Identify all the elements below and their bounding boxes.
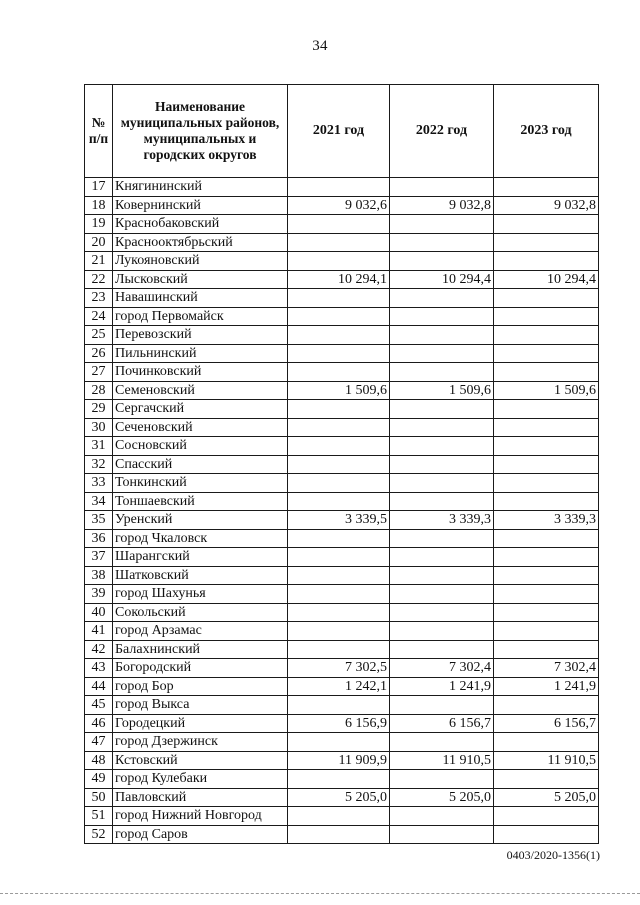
value-2023 bbox=[494, 696, 599, 715]
table-row bbox=[85, 455, 599, 474]
table-row bbox=[85, 585, 599, 604]
value-2022: 7 302,4 bbox=[390, 659, 494, 678]
value-2023: 6 156,7 bbox=[494, 714, 599, 733]
table-row bbox=[85, 622, 599, 641]
row-num: 27 bbox=[85, 363, 113, 382]
value-2021: 1 242,1 bbox=[288, 677, 390, 696]
value-2023 bbox=[494, 418, 599, 437]
value-2022: 5 205,0 bbox=[390, 788, 494, 807]
value-2023 bbox=[494, 252, 599, 271]
table-row bbox=[85, 289, 599, 308]
row-num: 45 bbox=[85, 696, 113, 715]
value-2022 bbox=[390, 307, 494, 326]
row-num: 25 bbox=[85, 326, 113, 345]
table-row bbox=[85, 529, 599, 548]
row-num: 17 bbox=[85, 178, 113, 197]
value-2023: 3 339,3 bbox=[494, 511, 599, 530]
value-2021 bbox=[288, 252, 390, 271]
value-2022: 10 294,4 bbox=[390, 270, 494, 289]
value-2022 bbox=[390, 326, 494, 345]
value-2023 bbox=[494, 400, 599, 419]
value-2022 bbox=[390, 770, 494, 789]
municipality-name: город Шахунья bbox=[113, 585, 288, 604]
value-2022 bbox=[390, 640, 494, 659]
row-num: 19 bbox=[85, 215, 113, 234]
document-code: 0403/2020-1356(1) bbox=[506, 848, 600, 862]
row-num: 38 bbox=[85, 566, 113, 585]
municipality-name: Краснобаковский bbox=[113, 215, 288, 234]
header-2022: 2022 год bbox=[390, 85, 494, 178]
municipality-name: Тоншаевский bbox=[113, 492, 288, 511]
municipality-name: Спасский bbox=[113, 455, 288, 474]
municipality-name: Сеченовский bbox=[113, 418, 288, 437]
value-2023 bbox=[494, 603, 599, 622]
table-row bbox=[85, 418, 599, 437]
value-2021: 9 032,6 bbox=[288, 196, 390, 215]
municipality-name: Кстовский bbox=[113, 751, 288, 770]
row-num: 36 bbox=[85, 529, 113, 548]
value-2023: 11 910,5 bbox=[494, 751, 599, 770]
value-2021 bbox=[288, 474, 390, 493]
row-num: 33 bbox=[85, 474, 113, 493]
table-row bbox=[85, 548, 599, 567]
value-2022: 1 241,9 bbox=[390, 677, 494, 696]
value-2021: 1 509,6 bbox=[288, 381, 390, 400]
value-2023 bbox=[494, 233, 599, 252]
table-row bbox=[85, 807, 599, 826]
header-name: Наименование муниципальных районов, муниципальных и городских округов bbox=[113, 85, 288, 178]
municipality-name: город Чкаловск bbox=[113, 529, 288, 548]
value-2021 bbox=[288, 363, 390, 382]
value-2023 bbox=[494, 363, 599, 382]
municipality-name: Семеновский bbox=[113, 381, 288, 400]
value-2021: 10 294,1 bbox=[288, 270, 390, 289]
value-2021 bbox=[288, 733, 390, 752]
value-2021 bbox=[288, 492, 390, 511]
row-num: 35 bbox=[85, 511, 113, 530]
row-num: 37 bbox=[85, 548, 113, 567]
value-2023 bbox=[494, 585, 599, 604]
municipality-name: город Кулебаки bbox=[113, 770, 288, 789]
value-2022 bbox=[390, 492, 494, 511]
row-num: 29 bbox=[85, 400, 113, 419]
municipality-name: город Бор bbox=[113, 677, 288, 696]
municipality-name: Сокольский bbox=[113, 603, 288, 622]
value-2023 bbox=[494, 326, 599, 345]
value-2021: 7 302,5 bbox=[288, 659, 390, 678]
municipality-name: Павловский bbox=[113, 788, 288, 807]
table-row bbox=[85, 640, 599, 659]
value-2022 bbox=[390, 455, 494, 474]
table-row bbox=[85, 770, 599, 789]
row-num: 23 bbox=[85, 289, 113, 308]
table-row bbox=[85, 714, 599, 733]
row-num: 39 bbox=[85, 585, 113, 604]
municipality-name: Балахнинский bbox=[113, 640, 288, 659]
value-2023 bbox=[494, 289, 599, 308]
value-2021: 11 909,9 bbox=[288, 751, 390, 770]
value-2022 bbox=[390, 400, 494, 419]
row-num: 42 bbox=[85, 640, 113, 659]
row-num: 41 bbox=[85, 622, 113, 641]
value-2021 bbox=[288, 548, 390, 567]
value-2022 bbox=[390, 529, 494, 548]
municipality-name: город Саров bbox=[113, 825, 288, 844]
value-2022 bbox=[390, 585, 494, 604]
row-num: 43 bbox=[85, 659, 113, 678]
value-2022 bbox=[390, 289, 494, 308]
value-2023 bbox=[494, 178, 599, 197]
value-2023 bbox=[494, 548, 599, 567]
value-2023 bbox=[494, 437, 599, 456]
value-2021 bbox=[288, 585, 390, 604]
value-2023 bbox=[494, 640, 599, 659]
value-2021 bbox=[288, 215, 390, 234]
value-2023 bbox=[494, 566, 599, 585]
value-2022 bbox=[390, 363, 494, 382]
value-2021 bbox=[288, 307, 390, 326]
municipality-name: Богородский bbox=[113, 659, 288, 678]
municipality-name: Навашинский bbox=[113, 289, 288, 308]
municipality-name: город Нижний Новгород bbox=[113, 807, 288, 826]
row-num: 51 bbox=[85, 807, 113, 826]
value-2021 bbox=[288, 696, 390, 715]
value-2021 bbox=[288, 622, 390, 641]
row-num: 21 bbox=[85, 252, 113, 271]
municipality-name: Лысковский bbox=[113, 270, 288, 289]
municipality-name: город Арзамас bbox=[113, 622, 288, 641]
row-num: 44 bbox=[85, 677, 113, 696]
table-row bbox=[85, 270, 599, 289]
row-num: 34 bbox=[85, 492, 113, 511]
value-2023: 9 032,8 bbox=[494, 196, 599, 215]
value-2023 bbox=[494, 825, 599, 844]
header-2021: 2021 год bbox=[288, 85, 390, 178]
municipality-name: город Дзержинск bbox=[113, 733, 288, 752]
table-row bbox=[85, 603, 599, 622]
value-2022 bbox=[390, 474, 494, 493]
municipality-name: Сосновский bbox=[113, 437, 288, 456]
value-2021 bbox=[288, 825, 390, 844]
municipality-name: город Первомайск bbox=[113, 307, 288, 326]
table-header-row bbox=[85, 85, 599, 178]
value-2022 bbox=[390, 418, 494, 437]
value-2023 bbox=[494, 215, 599, 234]
value-2023 bbox=[494, 344, 599, 363]
row-num: 22 bbox=[85, 270, 113, 289]
value-2022: 3 339,3 bbox=[390, 511, 494, 530]
row-num: 30 bbox=[85, 418, 113, 437]
municipality-name: Ковернинский bbox=[113, 196, 288, 215]
value-2021 bbox=[288, 178, 390, 197]
page-number: 34 bbox=[312, 38, 328, 54]
municipality-name: Перевозский bbox=[113, 326, 288, 345]
table-row bbox=[85, 825, 599, 844]
row-num: 40 bbox=[85, 603, 113, 622]
value-2021 bbox=[288, 640, 390, 659]
value-2021 bbox=[288, 807, 390, 826]
value-2022: 9 032,8 bbox=[390, 196, 494, 215]
row-num: 48 bbox=[85, 751, 113, 770]
table-row bbox=[85, 381, 599, 400]
table-row bbox=[85, 400, 599, 419]
value-2021: 5 205,0 bbox=[288, 788, 390, 807]
row-num: 49 bbox=[85, 770, 113, 789]
value-2023: 5 205,0 bbox=[494, 788, 599, 807]
value-2022 bbox=[390, 733, 494, 752]
table-row bbox=[85, 307, 599, 326]
value-2021 bbox=[288, 437, 390, 456]
value-2023 bbox=[494, 622, 599, 641]
municipality-name: Краснооктябрьский bbox=[113, 233, 288, 252]
value-2022 bbox=[390, 437, 494, 456]
municipality-name: Шарангский bbox=[113, 548, 288, 567]
value-2023: 7 302,4 bbox=[494, 659, 599, 678]
row-num: 46 bbox=[85, 714, 113, 733]
value-2022: 11 910,5 bbox=[390, 751, 494, 770]
row-num: 18 bbox=[85, 196, 113, 215]
table-row bbox=[85, 511, 599, 530]
municipality-name: Шатковский bbox=[113, 566, 288, 585]
row-num: 24 bbox=[85, 307, 113, 326]
value-2021 bbox=[288, 529, 390, 548]
table-row bbox=[85, 751, 599, 770]
table-row bbox=[85, 696, 599, 715]
table-row bbox=[85, 252, 599, 271]
value-2022: 6 156,7 bbox=[390, 714, 494, 733]
table-row bbox=[85, 788, 599, 807]
value-2022 bbox=[390, 548, 494, 567]
municipality-name: Княгининский bbox=[113, 178, 288, 197]
value-2022 bbox=[390, 233, 494, 252]
table-row bbox=[85, 233, 599, 252]
row-num: 32 bbox=[85, 455, 113, 474]
value-2023 bbox=[494, 307, 599, 326]
header-2023: 2023 год bbox=[494, 85, 599, 178]
value-2021 bbox=[288, 344, 390, 363]
row-num: 50 bbox=[85, 788, 113, 807]
municipality-name: Городецкий bbox=[113, 714, 288, 733]
value-2022: 1 509,6 bbox=[390, 381, 494, 400]
table-row bbox=[85, 178, 599, 197]
value-2023 bbox=[494, 807, 599, 826]
table-row bbox=[85, 659, 599, 678]
value-2022 bbox=[390, 807, 494, 826]
table-row bbox=[85, 326, 599, 345]
value-2022 bbox=[390, 215, 494, 234]
value-2022 bbox=[390, 344, 494, 363]
municipality-name: Уренский bbox=[113, 511, 288, 530]
value-2023 bbox=[494, 770, 599, 789]
value-2022 bbox=[390, 825, 494, 844]
bottom-scan-line bbox=[0, 893, 640, 894]
table-body bbox=[85, 178, 599, 844]
value-2023 bbox=[494, 492, 599, 511]
table-row bbox=[85, 196, 599, 215]
table-row bbox=[85, 733, 599, 752]
table-row bbox=[85, 344, 599, 363]
value-2022 bbox=[390, 566, 494, 585]
value-2022 bbox=[390, 622, 494, 641]
value-2021 bbox=[288, 770, 390, 789]
value-2021 bbox=[288, 289, 390, 308]
header-num: № п/п bbox=[85, 85, 113, 178]
table-row bbox=[85, 215, 599, 234]
row-num: 52 bbox=[85, 825, 113, 844]
value-2023 bbox=[494, 455, 599, 474]
table-row bbox=[85, 363, 599, 382]
table-row bbox=[85, 492, 599, 511]
municipality-name: город Выкса bbox=[113, 696, 288, 715]
row-num: 31 bbox=[85, 437, 113, 456]
value-2023 bbox=[494, 733, 599, 752]
row-num: 47 bbox=[85, 733, 113, 752]
row-num: 26 bbox=[85, 344, 113, 363]
municipality-name: Сергачский bbox=[113, 400, 288, 419]
municipality-name: Лукояновский bbox=[113, 252, 288, 271]
municipality-name: Пильнинский bbox=[113, 344, 288, 363]
value-2023 bbox=[494, 529, 599, 548]
value-2021: 6 156,9 bbox=[288, 714, 390, 733]
value-2021 bbox=[288, 566, 390, 585]
table-row bbox=[85, 677, 599, 696]
value-2023: 10 294,4 bbox=[494, 270, 599, 289]
municipality-name: Тонкинский bbox=[113, 474, 288, 493]
value-2021 bbox=[288, 326, 390, 345]
value-2022 bbox=[390, 252, 494, 271]
table-row bbox=[85, 474, 599, 493]
value-2021 bbox=[288, 455, 390, 474]
value-2023: 1 509,6 bbox=[494, 381, 599, 400]
value-2021 bbox=[288, 418, 390, 437]
value-2021: 3 339,5 bbox=[288, 511, 390, 530]
row-num: 28 bbox=[85, 381, 113, 400]
value-2022 bbox=[390, 178, 494, 197]
table-row bbox=[85, 437, 599, 456]
value-2022 bbox=[390, 696, 494, 715]
municipality-name: Починковский bbox=[113, 363, 288, 382]
value-2021 bbox=[288, 603, 390, 622]
value-2023 bbox=[494, 474, 599, 493]
value-2021 bbox=[288, 400, 390, 419]
allocation-table bbox=[84, 84, 599, 844]
row-num: 20 bbox=[85, 233, 113, 252]
value-2022 bbox=[390, 603, 494, 622]
value-2021 bbox=[288, 233, 390, 252]
table-row bbox=[85, 566, 599, 585]
value-2023: 1 241,9 bbox=[494, 677, 599, 696]
